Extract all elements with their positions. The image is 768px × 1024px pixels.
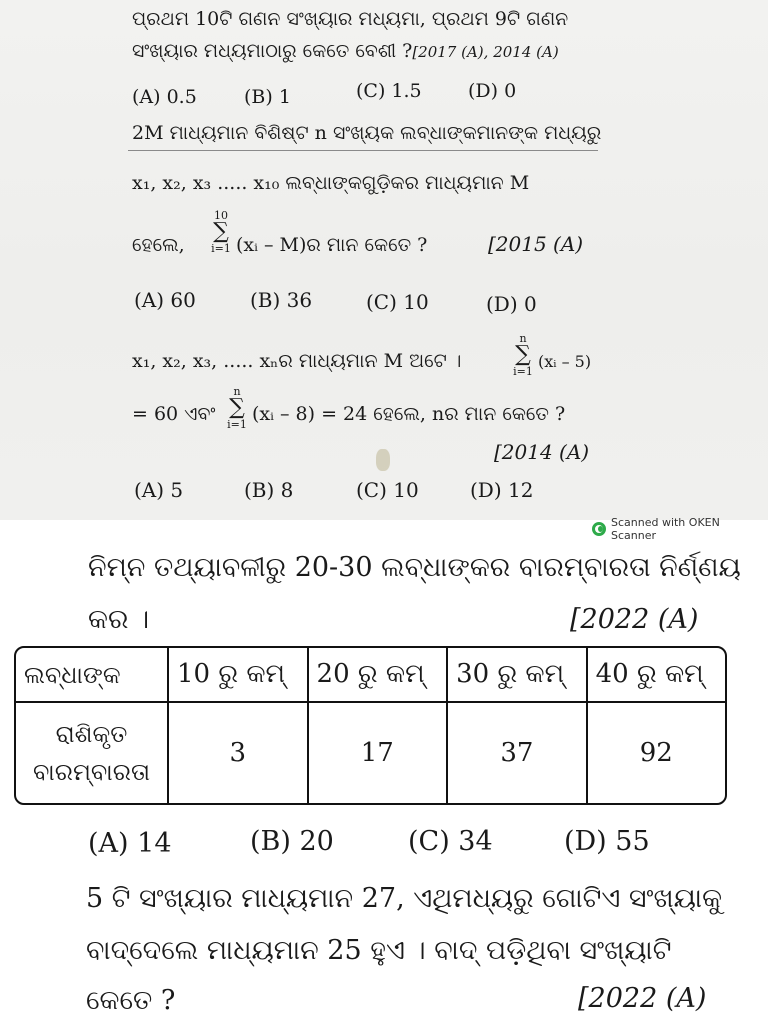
table-row — [16, 648, 725, 703]
q5-text-line-3: କେତେ ? — [86, 985, 176, 1016]
q3-option-a: (A) 5 — [134, 478, 184, 502]
q5-text-line-1: 5 ଟି ସଂଖ୍ୟାର ମାଧ୍ୟମାନ 27, ଏଥିମଧ୍ୟରୁ ଗୋଟିଏ ସଂଖ୍ୟାକୁ — [86, 883, 723, 914]
q3-summation-symbol-1: n ∑ i=1 — [513, 332, 533, 378]
q3-sum1-bottom: i=1 — [513, 365, 533, 378]
q5-year: [2022 (A) — [578, 983, 707, 1014]
scanner-watermark-text: Scanned with OKEN Scanner — [610, 516, 720, 542]
q2-sum-top: 10 — [214, 209, 228, 222]
q1-text-line-1: ପ୍ରଥମ 10ଟି ଗଣନ ସଂଖ୍ୟାର ମଧ୍ୟମା, ପ୍ରଥମ 9ଟି ଗଣନ — [132, 8, 569, 30]
q2-option-c: (C) 10 — [366, 290, 429, 314]
table-header-cell: 40 ରୁ କମ୍ — [588, 648, 725, 703]
q5-text-line-2: ବାଦ୍‌ଦେଲେ ମାଧ୍ୟମାନ 25 ହୁଏ । ବାଦ୍ ପଡ଼ିଥିବା ସଂଖ୍ୟାଟି — [86, 935, 672, 966]
q4-option-b: (B) 20 — [250, 826, 334, 857]
q3-option-c: (C) 10 — [356, 478, 419, 502]
frequency-table — [14, 646, 727, 805]
q2-year: [2015 (A) — [488, 232, 584, 256]
q4-year: [2022 (A) — [570, 604, 699, 635]
scan-smudge — [376, 449, 390, 471]
q1-option-d: (D) 0 — [468, 80, 517, 102]
q2-text-line-1: x₁, x₂, x₃ ..... x₁₀ ଲବ୍ଧାଙ୍କଗୁଡ଼ିକର ମାଧ୍ୟମାନ M — [132, 172, 530, 194]
table-value-cell: 92 — [639, 738, 673, 768]
q2-option-b: (B) 36 — [250, 288, 313, 312]
table-header-cell: 10 ରୁ କମ୍ — [169, 648, 309, 703]
q1-text-line-2 — [132, 40, 559, 62]
q4-text-line-1: ନିମ୍ନ ତଥ୍ୟାବଳୀରୁ 20-30 ଲବ୍ଧାଙ୍କର ବାରମ୍ବାରତା ନିର୍ଣ୍ଣୟ — [88, 552, 741, 583]
q2-text-post: (xᵢ – M)ର ମାନ କେତେ ? — [236, 234, 428, 256]
q2-text-line-0: 2M ମାଧ୍ୟମାନ ବିଶିଷ୍ଟ n ସଂଖ୍ୟକ ଲବ୍ଧାଙ୍କମାନଙ୍କ ମଧ୍ୟରୁ — [132, 122, 602, 144]
q3-summation-symbol-2: n ∑ i=1 — [227, 385, 247, 431]
row-label-marks: ଲବ୍ଧାଙ୍କ — [16, 648, 169, 703]
q3-sum1-top: n — [519, 332, 527, 345]
q3-sum2-top: n — [233, 385, 241, 398]
table-value-cell: 17 — [309, 703, 449, 803]
q2-option-d: (D) 0 — [486, 292, 537, 316]
table-header-cell: 30 ରୁ କମ୍ — [448, 648, 588, 703]
q2-text-pre: ହେଲେ, — [132, 234, 185, 256]
q4-option-a: (A) 14 — [88, 828, 172, 859]
row-label-part-1: ରାଶିକୃତ — [55, 720, 128, 748]
q3-text-line-1: x₁, x₂, x₃, ..... xₙର ମାଧ୍ୟମାନ M ଅଟେ । — [132, 350, 462, 372]
q2-summation-symbol: 10 ∑ i=1 — [211, 209, 231, 255]
q3-option-b: (B) 8 — [244, 478, 294, 502]
q1-text: ସଂଖ୍ୟାର ମଧ୍ୟମାଠାରୁ କେତେ ବେଶୀ ? — [132, 40, 413, 62]
table-row — [16, 703, 725, 803]
row-label-cumulative-frequency — [16, 703, 169, 803]
row-label-part-2: ବାରମ୍ବାରତା — [32, 758, 151, 786]
divider — [128, 150, 598, 151]
q1-year: [2017 (A), 2014 (A) — [412, 43, 559, 61]
q3-year: [2014 (A) — [494, 440, 590, 464]
q1-option-a: (A) 0.5 — [132, 86, 197, 108]
q3-text-line-1-post: (xᵢ – 5) — [538, 352, 592, 371]
q4-text-line-2: କର । — [88, 604, 150, 635]
table-value-cell: 3 — [169, 703, 309, 803]
scanner-watermark — [592, 516, 768, 542]
table-header-cell: 20 ରୁ କମ୍ — [309, 648, 449, 703]
oken-logo-icon — [592, 522, 606, 536]
q4-option-c: (C) 34 — [408, 826, 493, 857]
q3-text-line-2-pre: = 60 ଏବଂ — [132, 403, 216, 425]
q3-sum2-bottom: i=1 — [227, 418, 247, 431]
q2-sum-bottom: i=1 — [211, 242, 231, 255]
q2-option-a: (A) 60 — [134, 288, 196, 312]
q3-text-line-2-post: (xᵢ – 8) = 24 ହେଲେ, nର ମାନ କେତେ ? — [252, 403, 566, 425]
q4-option-d: (D) 55 — [564, 826, 650, 857]
table-value-cell: 37 — [448, 703, 588, 803]
q1-option-b: (B) 1 — [244, 86, 291, 108]
q3-option-d: (D) 12 — [470, 478, 534, 502]
q1-option-c: (C) 1.5 — [356, 80, 422, 102]
